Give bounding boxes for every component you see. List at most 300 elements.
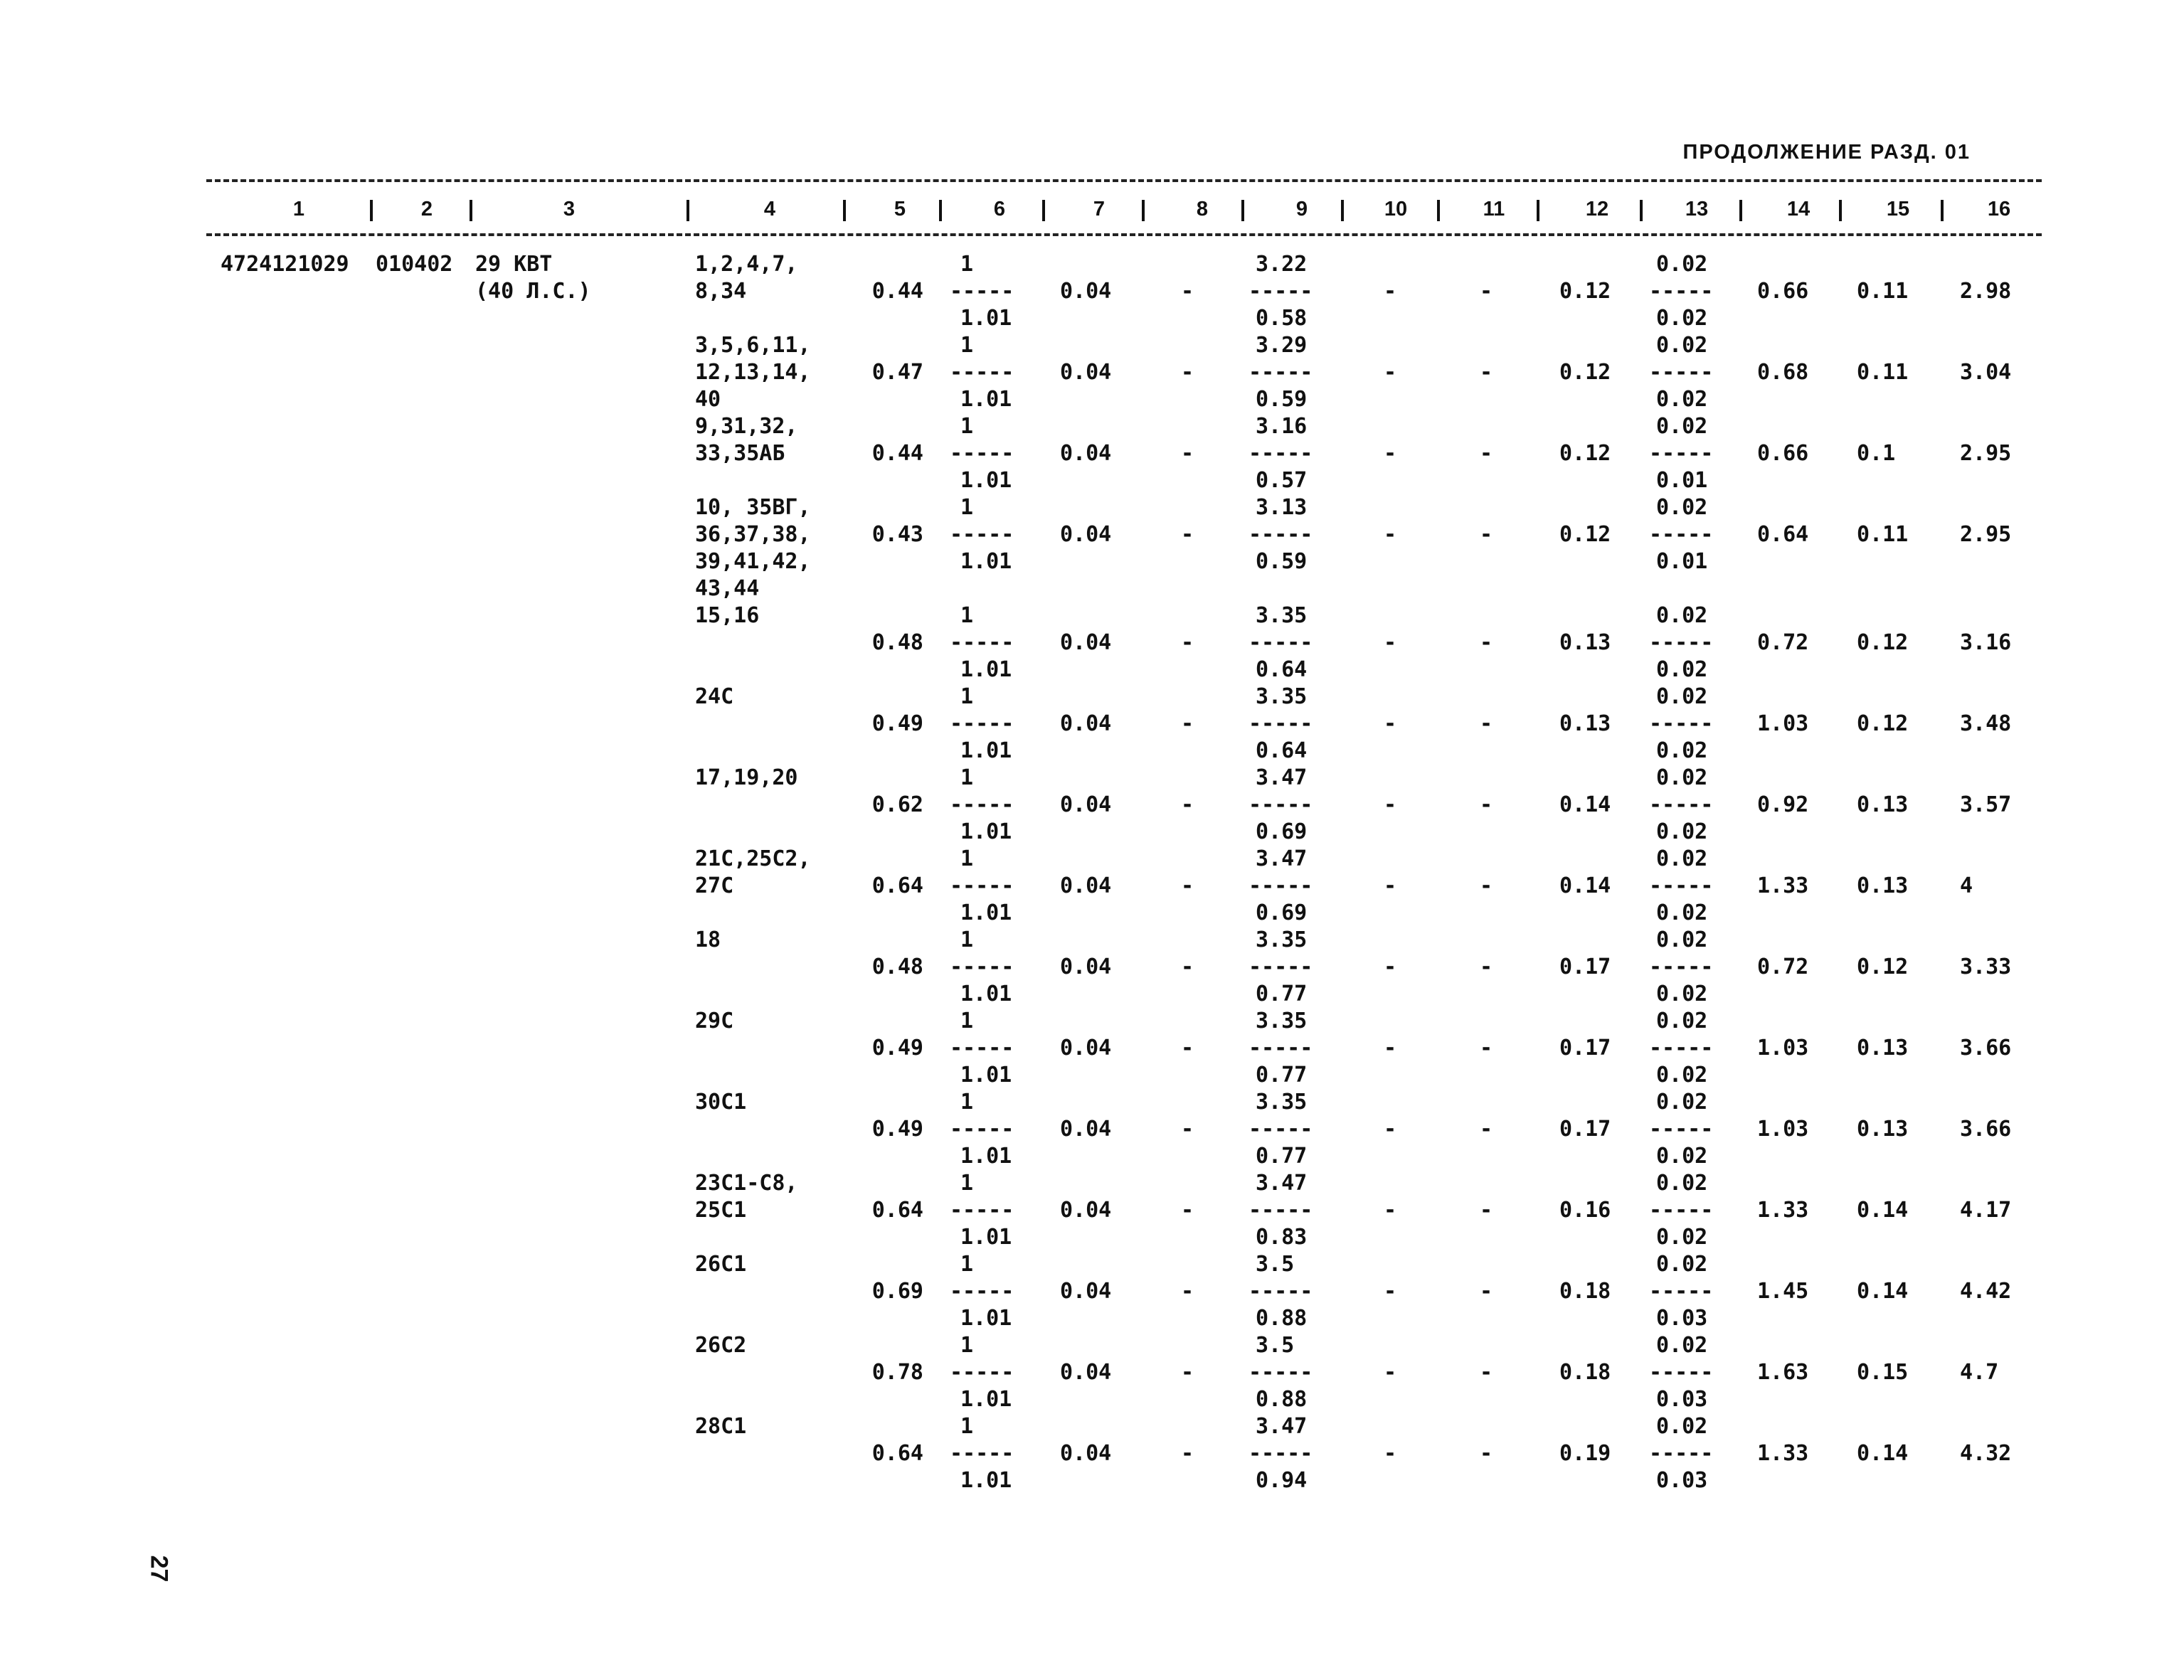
- cell-col12: 0.17: [1559, 1036, 1611, 1060]
- cell-col16: 4.32: [1960, 1441, 2012, 1466]
- cell-col14: 1.63: [1757, 1360, 1809, 1385]
- cell-col9-numerator: 3.35: [1256, 1009, 1308, 1033]
- cell-col6-denominator: 1.01: [960, 900, 1012, 925]
- cell-col4: 25С1: [695, 1198, 747, 1223]
- cell-col14: 1.45: [1757, 1279, 1809, 1304]
- fraction-bar: -----: [1649, 1279, 1714, 1304]
- cell-col9-denominator: 0.94: [1256, 1468, 1308, 1493]
- cell-col9-numerator: 3.47: [1256, 1171, 1308, 1196]
- cell-col9-denominator: 0.69: [1256, 900, 1308, 925]
- cell-col13-denominator: 0.01: [1656, 549, 1708, 574]
- cell-col6-numerator: 1: [960, 252, 974, 277]
- cell-col10: -: [1384, 792, 1397, 817]
- cell-col6-denominator: 1.01: [960, 657, 1012, 682]
- cell-col9-numerator: 3.35: [1256, 684, 1308, 709]
- cell-col9-denominator: 0.64: [1256, 657, 1308, 682]
- fraction-bar: -----: [1649, 711, 1714, 736]
- cell-col13-numerator: 0.02: [1656, 333, 1708, 358]
- cell-col12: 0.13: [1559, 711, 1611, 736]
- cell-col10: -: [1384, 279, 1397, 304]
- cell-col16: 2.98: [1960, 279, 2012, 304]
- cell-col15: 0.12: [1857, 711, 1909, 736]
- fraction-bar: -----: [1249, 1036, 1313, 1060]
- cell-col13-numerator: 0.02: [1656, 252, 1708, 277]
- cell-col9-denominator: 0.77: [1256, 982, 1308, 1006]
- cell-col6-numerator: 1: [960, 1009, 974, 1033]
- fraction-bar: -----: [1649, 522, 1714, 547]
- cell-col14: 1.03: [1757, 711, 1809, 736]
- cell-col4: 27С: [695, 873, 734, 898]
- cell-col9-numerator: 3.35: [1256, 603, 1308, 628]
- header-separator: [1839, 200, 1842, 221]
- page-number: 27: [145, 1555, 173, 1583]
- cell-col13-denominator: 0.02: [1656, 1063, 1708, 1088]
- cell-col10: -: [1384, 873, 1397, 898]
- fraction-bar: -----: [950, 279, 1014, 304]
- cell-col15: 0.11: [1857, 279, 1909, 304]
- fraction-bar: -----: [950, 1360, 1014, 1385]
- fraction-bar: -----: [950, 630, 1014, 655]
- cell-col9-numerator: 3.35: [1256, 927, 1308, 952]
- cell-col4: 8,34: [695, 279, 747, 304]
- continuation-title: ПРОДОЛЖЕНИЕ РАЗД. 01: [1682, 141, 1971, 164]
- fraction-bar: -----: [1249, 873, 1313, 898]
- cell-col15: 0.15: [1857, 1360, 1909, 1385]
- cell-col6-denominator: 1.01: [960, 819, 1012, 844]
- cell-col15: 0.12: [1857, 955, 1909, 979]
- cell-col12: 0.16: [1559, 1198, 1611, 1223]
- record-code-1: 4724121029: [221, 252, 349, 277]
- cell-col13-denominator: 0.02: [1656, 1225, 1708, 1250]
- cell-col13-denominator: 0.02: [1656, 387, 1708, 412]
- column-header-15: 15: [1886, 198, 1910, 220]
- cell-col7: 0.04: [1060, 279, 1112, 304]
- cell-col6-numerator: 1: [960, 603, 974, 628]
- header-rule-top: [206, 179, 2042, 182]
- cell-col14: 0.92: [1757, 792, 1809, 817]
- cell-col10: -: [1384, 1198, 1397, 1223]
- header-separator: [687, 200, 689, 221]
- cell-col9-denominator: 0.88: [1256, 1306, 1308, 1331]
- cell-col10: -: [1384, 441, 1397, 466]
- fraction-bar: -----: [1249, 360, 1313, 385]
- header-separator: [1739, 200, 1742, 221]
- cell-col6-numerator: 1: [960, 765, 974, 790]
- fraction-bar: -----: [1249, 955, 1313, 979]
- column-header-10: 10: [1384, 198, 1408, 220]
- fraction-bar: -----: [950, 955, 1014, 979]
- cell-col6-denominator: 1.01: [960, 387, 1012, 412]
- cell-col7: 0.04: [1060, 1441, 1112, 1466]
- cell-col4: 17,19,20: [695, 765, 798, 790]
- cell-col9-numerator: 3.5: [1256, 1333, 1295, 1358]
- column-header-4: 4: [763, 198, 776, 220]
- fraction-bar: -----: [1249, 1441, 1313, 1466]
- column-header-9: 9: [1295, 198, 1308, 220]
- cell-col8: -: [1181, 1117, 1194, 1142]
- cell-col16: 3.66: [1960, 1036, 2012, 1060]
- cell-col10: -: [1384, 1441, 1397, 1466]
- cell-col6-denominator: 1.01: [960, 306, 1012, 331]
- cell-col9-denominator: 0.77: [1256, 1144, 1308, 1169]
- cell-col6-denominator: 1.01: [960, 549, 1012, 574]
- cell-col11: -: [1480, 360, 1493, 385]
- cell-col16: 3.66: [1960, 1117, 2012, 1142]
- cell-col15: 0.13: [1857, 1117, 1909, 1142]
- cell-col4: 10, 35ВГ,: [695, 495, 811, 520]
- cell-col14: 0.64: [1757, 522, 1809, 547]
- cell-col14: 1.33: [1757, 873, 1809, 898]
- cell-col16: 2.95: [1960, 441, 2012, 466]
- cell-col15: 0.13: [1857, 1036, 1909, 1060]
- record-power-hp: (40 Л.С.): [475, 279, 591, 304]
- cell-col9-numerator: 3.13: [1256, 495, 1308, 520]
- cell-col11: -: [1480, 1117, 1493, 1142]
- header-separator: [939, 200, 942, 221]
- cell-col9-denominator: 0.59: [1256, 387, 1308, 412]
- cell-col4: 26С2: [695, 1333, 747, 1358]
- cell-col5: 0.78: [871, 1360, 923, 1385]
- cell-col15: 0.14: [1857, 1198, 1909, 1223]
- cell-col9-numerator: 3.22: [1256, 252, 1308, 277]
- header-separator: [1341, 200, 1344, 221]
- cell-col5: 0.49: [871, 711, 923, 736]
- cell-col13-denominator: 0.03: [1656, 1387, 1708, 1412]
- cell-col4: 26С1: [695, 1252, 747, 1277]
- cell-col11: -: [1480, 1198, 1493, 1223]
- cell-col14: 0.66: [1757, 279, 1809, 304]
- cell-col16: 4.42: [1960, 1279, 2012, 1304]
- cell-col12: 0.14: [1559, 873, 1611, 898]
- cell-col12: 0.17: [1559, 955, 1611, 979]
- fraction-bar: -----: [1649, 1360, 1714, 1385]
- cell-col11: -: [1480, 279, 1493, 304]
- cell-col14: 1.03: [1757, 1036, 1809, 1060]
- cell-col6-numerator: 1: [960, 495, 974, 520]
- cell-col8: -: [1181, 441, 1194, 466]
- cell-col4: 23С1-С8,: [695, 1171, 798, 1196]
- column-header-3: 3: [563, 198, 576, 220]
- header-separator: [1437, 200, 1440, 221]
- cell-col13-denominator: 0.02: [1656, 657, 1708, 682]
- cell-col8: -: [1181, 1441, 1194, 1466]
- cell-col13-numerator: 0.02: [1656, 927, 1708, 952]
- column-header-1: 1: [292, 198, 305, 220]
- cell-col15: 0.11: [1857, 522, 1909, 547]
- record-power: 29 КВТ: [475, 252, 553, 277]
- fraction-bar: -----: [1649, 1036, 1714, 1060]
- cell-col13-numerator: 0.02: [1656, 495, 1708, 520]
- fraction-bar: -----: [1649, 1198, 1714, 1223]
- header-separator: [1042, 200, 1045, 221]
- cell-col6-denominator: 1.01: [960, 1468, 1012, 1493]
- cell-col4: 15,16: [695, 603, 760, 628]
- cell-col14: 0.72: [1757, 955, 1809, 979]
- cell-col10: -: [1384, 955, 1397, 979]
- cell-col7: 0.04: [1060, 955, 1112, 979]
- record-code-2: 010402: [376, 252, 453, 277]
- cell-col13-numerator: 0.02: [1656, 684, 1708, 709]
- cell-col5: 0.47: [871, 360, 923, 385]
- cell-col9-numerator: 3.16: [1256, 414, 1308, 439]
- fraction-bar: -----: [950, 1117, 1014, 1142]
- cell-col6-denominator: 1.01: [960, 1387, 1012, 1412]
- cell-col15: 0.12: [1857, 630, 1909, 655]
- cell-col7: 0.04: [1060, 873, 1112, 898]
- fraction-bar: -----: [1649, 279, 1714, 304]
- fraction-bar: -----: [1249, 711, 1313, 736]
- cell-col9-denominator: 0.57: [1256, 468, 1308, 493]
- cell-col5: 0.69: [871, 1279, 923, 1304]
- cell-col14: 0.68: [1757, 360, 1809, 385]
- cell-col6-denominator: 1.01: [960, 738, 1012, 763]
- fraction-bar: -----: [1649, 630, 1714, 655]
- cell-col9-denominator: 0.69: [1256, 819, 1308, 844]
- cell-col12: 0.14: [1559, 792, 1611, 817]
- fraction-bar: -----: [950, 1036, 1014, 1060]
- cell-col14: 1.33: [1757, 1441, 1809, 1466]
- cell-col15: 0.14: [1857, 1441, 1909, 1466]
- column-header-13: 13: [1685, 198, 1709, 220]
- cell-col11: -: [1480, 1036, 1493, 1060]
- cell-col8: -: [1181, 1360, 1194, 1385]
- cell-col5: 0.64: [871, 1441, 923, 1466]
- cell-col4: 36,37,38,: [695, 522, 811, 547]
- header-separator: [370, 200, 373, 221]
- cell-col11: -: [1480, 792, 1493, 817]
- column-header-6: 6: [993, 198, 1006, 220]
- cell-col4: 39,41,42,: [695, 549, 811, 574]
- fraction-bar: -----: [1249, 1198, 1313, 1223]
- cell-col5: 0.49: [871, 1036, 923, 1060]
- cell-col6-denominator: 1.01: [960, 1144, 1012, 1169]
- fraction-bar: -----: [1249, 792, 1313, 817]
- cell-col8: -: [1181, 360, 1194, 385]
- cell-col11: -: [1480, 711, 1493, 736]
- cell-col4: 21С,25С2,: [695, 846, 811, 871]
- cell-col5: 0.44: [871, 279, 923, 304]
- cell-col8: -: [1181, 522, 1194, 547]
- cell-col5: 0.48: [871, 955, 923, 979]
- fraction-bar: -----: [1649, 873, 1714, 898]
- cell-col8: -: [1181, 955, 1194, 979]
- cell-col4: 33,35АБ: [695, 441, 785, 466]
- cell-col4: 28С1: [695, 1414, 747, 1439]
- cell-col9-denominator: 0.64: [1256, 738, 1308, 763]
- cell-col7: 0.04: [1060, 711, 1112, 736]
- cell-col6-numerator: 1: [960, 927, 974, 952]
- cell-col13-numerator: 0.02: [1656, 1171, 1708, 1196]
- column-header-2: 2: [420, 198, 433, 220]
- cell-col8: -: [1181, 630, 1194, 655]
- cell-col15: 0.11: [1857, 360, 1909, 385]
- cell-col7: 0.04: [1060, 1036, 1112, 1060]
- header-separator: [1941, 200, 1944, 221]
- cell-col16: 2.95: [1960, 522, 2012, 547]
- cell-col5: 0.48: [871, 630, 923, 655]
- cell-col7: 0.04: [1060, 1360, 1112, 1385]
- cell-col12: 0.17: [1559, 1117, 1611, 1142]
- cell-col12: 0.12: [1559, 360, 1611, 385]
- column-header-8: 8: [1196, 198, 1209, 220]
- fraction-bar: -----: [950, 1441, 1014, 1466]
- fraction-bar: -----: [950, 1198, 1014, 1223]
- cell-col7: 0.04: [1060, 522, 1112, 547]
- cell-col6-denominator: 1.01: [960, 1306, 1012, 1331]
- cell-col6-numerator: 1: [960, 1333, 974, 1358]
- cell-col8: -: [1181, 279, 1194, 304]
- cell-col10: -: [1384, 1279, 1397, 1304]
- cell-col11: -: [1480, 1360, 1493, 1385]
- cell-col16: 3.16: [1960, 630, 2012, 655]
- cell-col16: 4: [1960, 873, 1973, 898]
- fraction-bar: -----: [950, 360, 1014, 385]
- cell-col12: 0.18: [1559, 1360, 1611, 1385]
- cell-col15: 0.1: [1857, 441, 1896, 466]
- cell-col10: -: [1384, 522, 1397, 547]
- cell-col11: -: [1480, 441, 1493, 466]
- cell-col15: 0.13: [1857, 792, 1909, 817]
- column-header-16: 16: [1987, 198, 2011, 220]
- cell-col4: 43,44: [695, 576, 760, 601]
- header-separator: [1142, 200, 1145, 221]
- cell-col9-numerator: 3.35: [1256, 1090, 1308, 1115]
- column-header-12: 12: [1585, 198, 1609, 220]
- cell-col11: -: [1480, 630, 1493, 655]
- cell-col11: -: [1480, 522, 1493, 547]
- fraction-bar: -----: [1249, 441, 1313, 466]
- cell-col16: 4.7: [1960, 1360, 1999, 1385]
- cell-col6-denominator: 1.01: [960, 468, 1012, 493]
- cell-col6-numerator: 1: [960, 1090, 974, 1115]
- cell-col13-denominator: 0.02: [1656, 819, 1708, 844]
- header-separator: [1537, 200, 1539, 221]
- header-rule-bottom: [206, 233, 2042, 236]
- cell-col14: 0.72: [1757, 630, 1809, 655]
- cell-col9-numerator: 3.47: [1256, 1414, 1308, 1439]
- cell-col8: -: [1181, 711, 1194, 736]
- cell-col9-numerator: 3.5: [1256, 1252, 1295, 1277]
- header-separator: [470, 200, 472, 221]
- fraction-bar: -----: [1249, 279, 1313, 304]
- cell-col4: 29С: [695, 1009, 734, 1033]
- cell-col13-numerator: 0.02: [1656, 846, 1708, 871]
- cell-col4: 3,5,6,11,: [695, 333, 811, 358]
- cell-col13-numerator: 0.02: [1656, 765, 1708, 790]
- cell-col4: 12,13,14,: [695, 360, 811, 385]
- fraction-bar: -----: [1249, 630, 1313, 655]
- fraction-bar: -----: [1649, 1441, 1714, 1466]
- cell-col13-denominator: 0.01: [1656, 468, 1708, 493]
- cell-col9-denominator: 0.58: [1256, 306, 1308, 331]
- cell-col15: 0.14: [1857, 1279, 1909, 1304]
- fraction-bar: -----: [1649, 441, 1714, 466]
- fraction-bar: -----: [950, 792, 1014, 817]
- cell-col12: 0.12: [1559, 522, 1611, 547]
- fraction-bar: -----: [1249, 1117, 1313, 1142]
- cell-col13-denominator: 0.02: [1656, 1144, 1708, 1169]
- cell-col13-numerator: 0.02: [1656, 1414, 1708, 1439]
- cell-col9-denominator: 0.77: [1256, 1063, 1308, 1088]
- cell-col7: 0.04: [1060, 1117, 1112, 1142]
- cell-col8: -: [1181, 1198, 1194, 1223]
- cell-col16: 3.33: [1960, 955, 2012, 979]
- header-separator: [1640, 200, 1643, 221]
- cell-col9-denominator: 0.59: [1256, 549, 1308, 574]
- cell-col6-numerator: 1: [960, 414, 974, 439]
- header-separator: [1241, 200, 1244, 221]
- cell-col5: 0.49: [871, 1117, 923, 1142]
- cell-col12: 0.12: [1559, 441, 1611, 466]
- cell-col11: -: [1480, 873, 1493, 898]
- cell-col14: 1.03: [1757, 1117, 1809, 1142]
- cell-col12: 0.19: [1559, 1441, 1611, 1466]
- cell-col4: 24С: [695, 684, 734, 709]
- cell-col5: 0.64: [871, 1198, 923, 1223]
- fraction-bar: -----: [1249, 1279, 1313, 1304]
- cell-col13-denominator: 0.02: [1656, 982, 1708, 1006]
- cell-col13-numerator: 0.02: [1656, 1009, 1708, 1033]
- cell-col16: 4.17: [1960, 1198, 2012, 1223]
- cell-col6-denominator: 1.01: [960, 982, 1012, 1006]
- cell-col11: -: [1480, 1441, 1493, 1466]
- cell-col6-numerator: 1: [960, 1414, 974, 1439]
- fraction-bar: -----: [950, 441, 1014, 466]
- cell-col16: 3.57: [1960, 792, 2012, 817]
- cell-col6-denominator: 1.01: [960, 1225, 1012, 1250]
- cell-col10: -: [1384, 1360, 1397, 1385]
- cell-col15: 0.13: [1857, 873, 1909, 898]
- cell-col4: 40: [695, 387, 721, 412]
- fraction-bar: -----: [950, 711, 1014, 736]
- cell-col7: 0.04: [1060, 1279, 1112, 1304]
- cell-col10: -: [1384, 630, 1397, 655]
- cell-col13-numerator: 0.02: [1656, 414, 1708, 439]
- cell-col7: 0.04: [1060, 360, 1112, 385]
- cell-col16: 3.48: [1960, 711, 2012, 736]
- fraction-bar: -----: [950, 522, 1014, 547]
- cell-col7: 0.04: [1060, 792, 1112, 817]
- cell-col7: 0.04: [1060, 441, 1112, 466]
- cell-col8: -: [1181, 792, 1194, 817]
- fraction-bar: -----: [1249, 1360, 1313, 1385]
- cell-col4: 30С1: [695, 1090, 747, 1115]
- cell-col9-numerator: 3.47: [1256, 765, 1308, 790]
- cell-col5: 0.62: [871, 792, 923, 817]
- cell-col9-denominator: 0.88: [1256, 1387, 1308, 1412]
- column-header-14: 14: [1786, 198, 1811, 220]
- cell-col6-denominator: 1.01: [960, 1063, 1012, 1088]
- fraction-bar: -----: [1649, 792, 1714, 817]
- cell-col12: 0.13: [1559, 630, 1611, 655]
- cell-col13-numerator: 0.02: [1656, 1090, 1708, 1115]
- cell-col10: -: [1384, 1036, 1397, 1060]
- cell-col10: -: [1384, 711, 1397, 736]
- cell-col6-numerator: 1: [960, 333, 974, 358]
- cell-col8: -: [1181, 873, 1194, 898]
- cell-col12: 0.18: [1559, 1279, 1611, 1304]
- cell-col8: -: [1181, 1036, 1194, 1060]
- column-header-11: 11: [1483, 198, 1505, 220]
- header-separator: [843, 200, 846, 221]
- fraction-bar: -----: [1649, 955, 1714, 979]
- column-header-5: 5: [894, 198, 906, 220]
- cell-col14: 0.66: [1757, 441, 1809, 466]
- cell-col11: -: [1480, 955, 1493, 979]
- cell-col16: 3.04: [1960, 360, 2012, 385]
- cell-col13-numerator: 0.02: [1656, 603, 1708, 628]
- fraction-bar: -----: [1649, 360, 1714, 385]
